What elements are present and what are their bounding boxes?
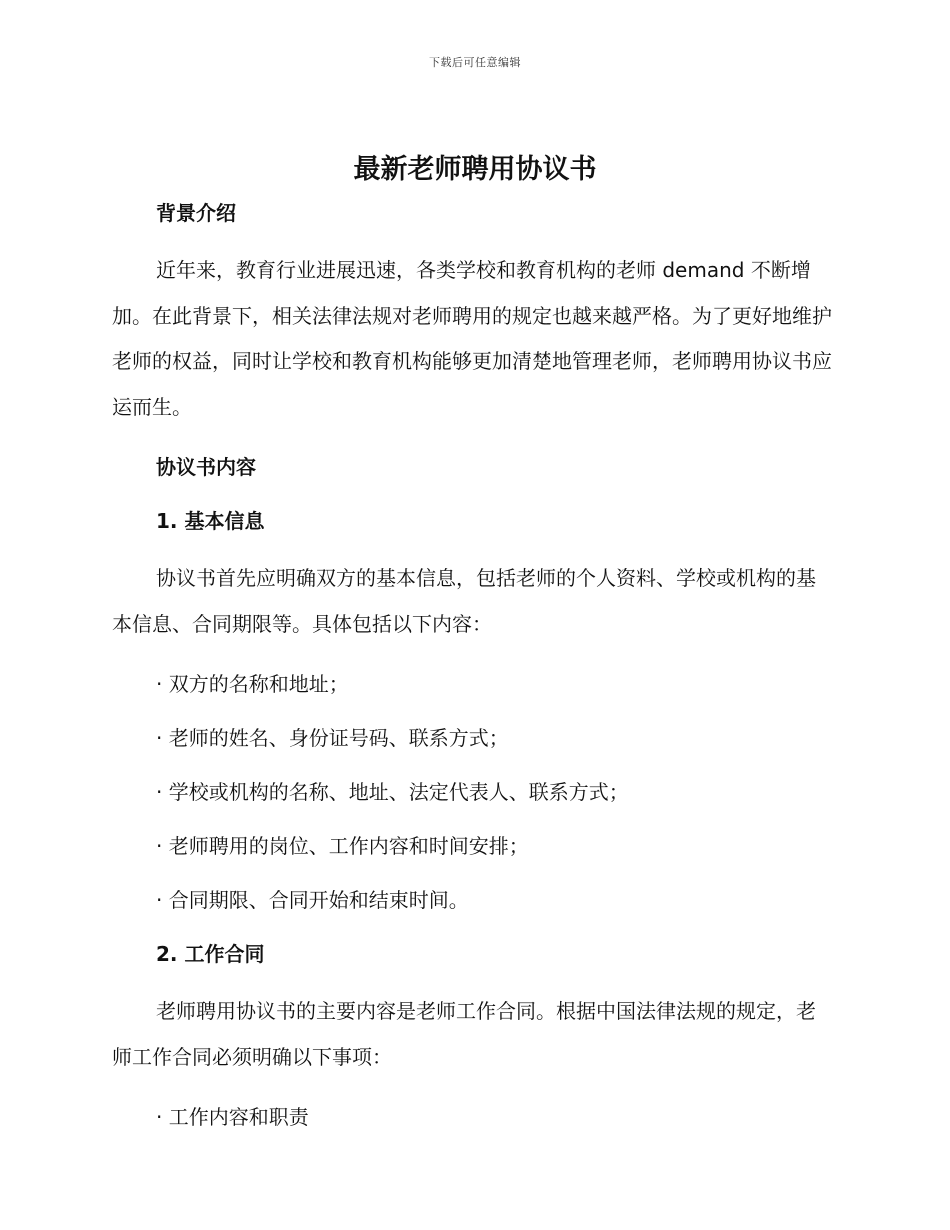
document-body bbox=[112, 196, 832, 1134]
list-item: · 合同期限、合同开始和结束时间。 bbox=[156, 888, 469, 912]
paragraph-background: 近年来，教育行业进展迅速，各类学校和教育机构的老师 demand 不断增加。在此背景下，相关法律法规对老师聘用的规定也越来越严格。为了更好地维护老师的权益，同时让学校和教育机构能够更加清楚地管理老师，老师聘用协议书应运而生。 bbox=[112, 258, 832, 419]
paragraph-basic-info: 协议书首先应明确双方的基本信息，包括老师的个人资料、学校或机构的基本信息、合同期限等。具体包括以下内容： bbox=[112, 566, 816, 636]
list-item: · 老师聘用的岗位、工作内容和时间安排； bbox=[156, 834, 529, 858]
list-item: · 工作内容和职责 bbox=[156, 1105, 309, 1129]
section-heading-content: 协议书内容 bbox=[156, 455, 256, 479]
list-item: · 老师的姓名、身份证号码、联系方式； bbox=[156, 726, 509, 750]
list-item: · 双方的名称和地址； bbox=[156, 672, 349, 696]
page-header-note: 下载后可任意编辑 bbox=[429, 56, 521, 69]
document-title: 最新老师聘用协议书 bbox=[353, 154, 597, 185]
paragraph-contract: 老师聘用协议书的主要内容是老师工作合同。根据中国法律法规的规定，老师工作合同必须明确以下事项： bbox=[112, 999, 816, 1069]
list-item: · 学校或机构的名称、地址、法定代表人、联系方式； bbox=[156, 780, 629, 804]
section-heading-background: 背景介绍 bbox=[156, 201, 236, 225]
section-heading-contract: 2. 工作合同 bbox=[156, 942, 265, 966]
section-heading-basic-info: 1. 基本信息 bbox=[156, 509, 265, 533]
